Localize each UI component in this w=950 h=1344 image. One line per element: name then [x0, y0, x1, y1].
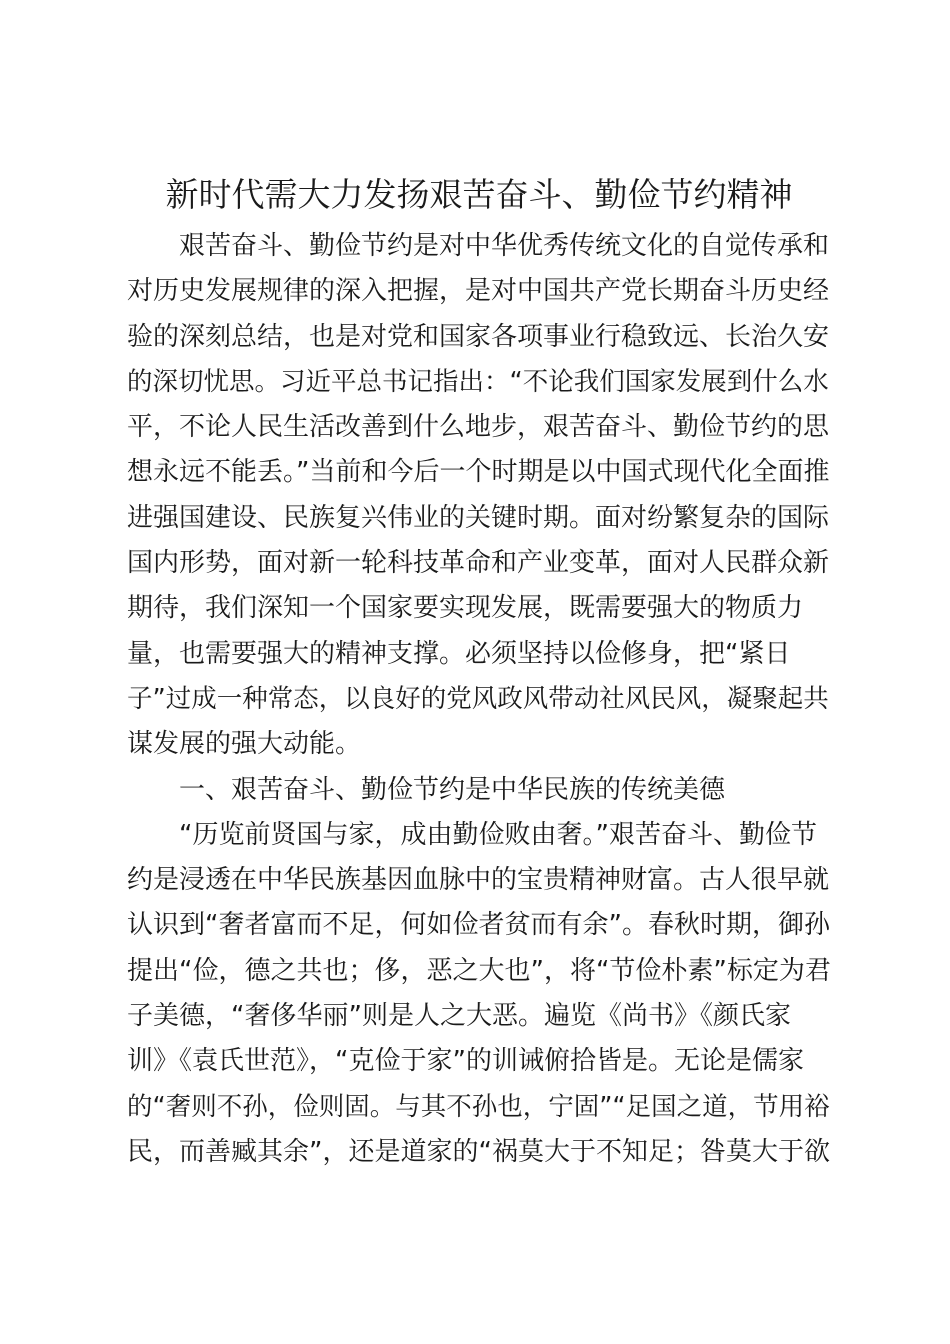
body-line: 认识到“奢者富而不足，何如俭者贫而有余”。春秋时期，御孙 — [127, 910, 830, 941]
body-line: 的深切忧思。习近平总书记指出：“不论我们国家发展到什么水 — [127, 366, 829, 397]
body-line: “历览前贤国与家，成由勤俭败由奢。”艰苦奋斗、勤俭节 — [179, 819, 817, 850]
body-line: 谋发展的强大动能。 — [127, 729, 362, 760]
body-line: 民，而善臧其余”，还是道家的“祸莫大于不知足；咎莫大于欲 — [127, 1136, 830, 1167]
body-line: 约是浸透在中华民族基因血脉中的宝贵精神财富。古人很早就 — [127, 865, 830, 896]
section-heading: 一、艰苦奋斗、勤俭节约是中华民族的传统美德 — [179, 774, 726, 805]
body-line: 训》《袁氏世范》，“克俭于家”的训诫俯拾皆是。无论是儒家 — [127, 1046, 804, 1077]
body-line: 量，也需要强大的精神支撑。必须坚持以俭修身，把“紧日 — [127, 638, 791, 669]
document-title: 新时代需大力发扬艰苦奋斗、勤俭节约精神 — [165, 175, 793, 214]
body-line: 对历史发展规律的深入把握，是对中国共产党长期奋斗历史经 — [127, 276, 830, 307]
body-line: 提出“俭，德之共也；侈，恶之大也”，将“节俭朴素”标定为君 — [127, 955, 831, 986]
body-line: 子”过成一种常态，以良好的党风政风带动社风民风，凝聚起共 — [127, 683, 829, 714]
body-line: 平，不论人民生活改善到什么地步，艰苦奋斗、勤俭节约的思 — [127, 412, 830, 443]
body-line: 进强国建设、民族复兴伟业的关键时期。面对纷繁复杂的国际 — [127, 502, 830, 533]
body-line: 验的深刻总结，也是对党和国家各项事业行稳致远、长治久安 — [127, 321, 830, 352]
document-body — [127, 224, 831, 1175]
body-line: 国内形势，面对新一轮科技革命和产业变革，面对人民群众新 — [127, 548, 830, 579]
body-line: 子美德，“奢侈华丽”则是人之大恶。遍览《尚书》《颜氏家 — [127, 1001, 791, 1032]
body-line: 的“奢则不孙，俭则固。与其不孙也，宁固”“足国之道，节用裕 — [127, 1091, 830, 1122]
body-line: 想永远不能丢。”当前和今后一个时期是以中国式现代化全面推 — [127, 457, 830, 488]
body-line: 艰苦奋斗、勤俭节约是对中华优秀传统文化的自觉传承和 — [179, 231, 830, 261]
body-line: 期待，我们深知一个国家要实现发展，既需要强大的物质力 — [127, 593, 804, 624]
